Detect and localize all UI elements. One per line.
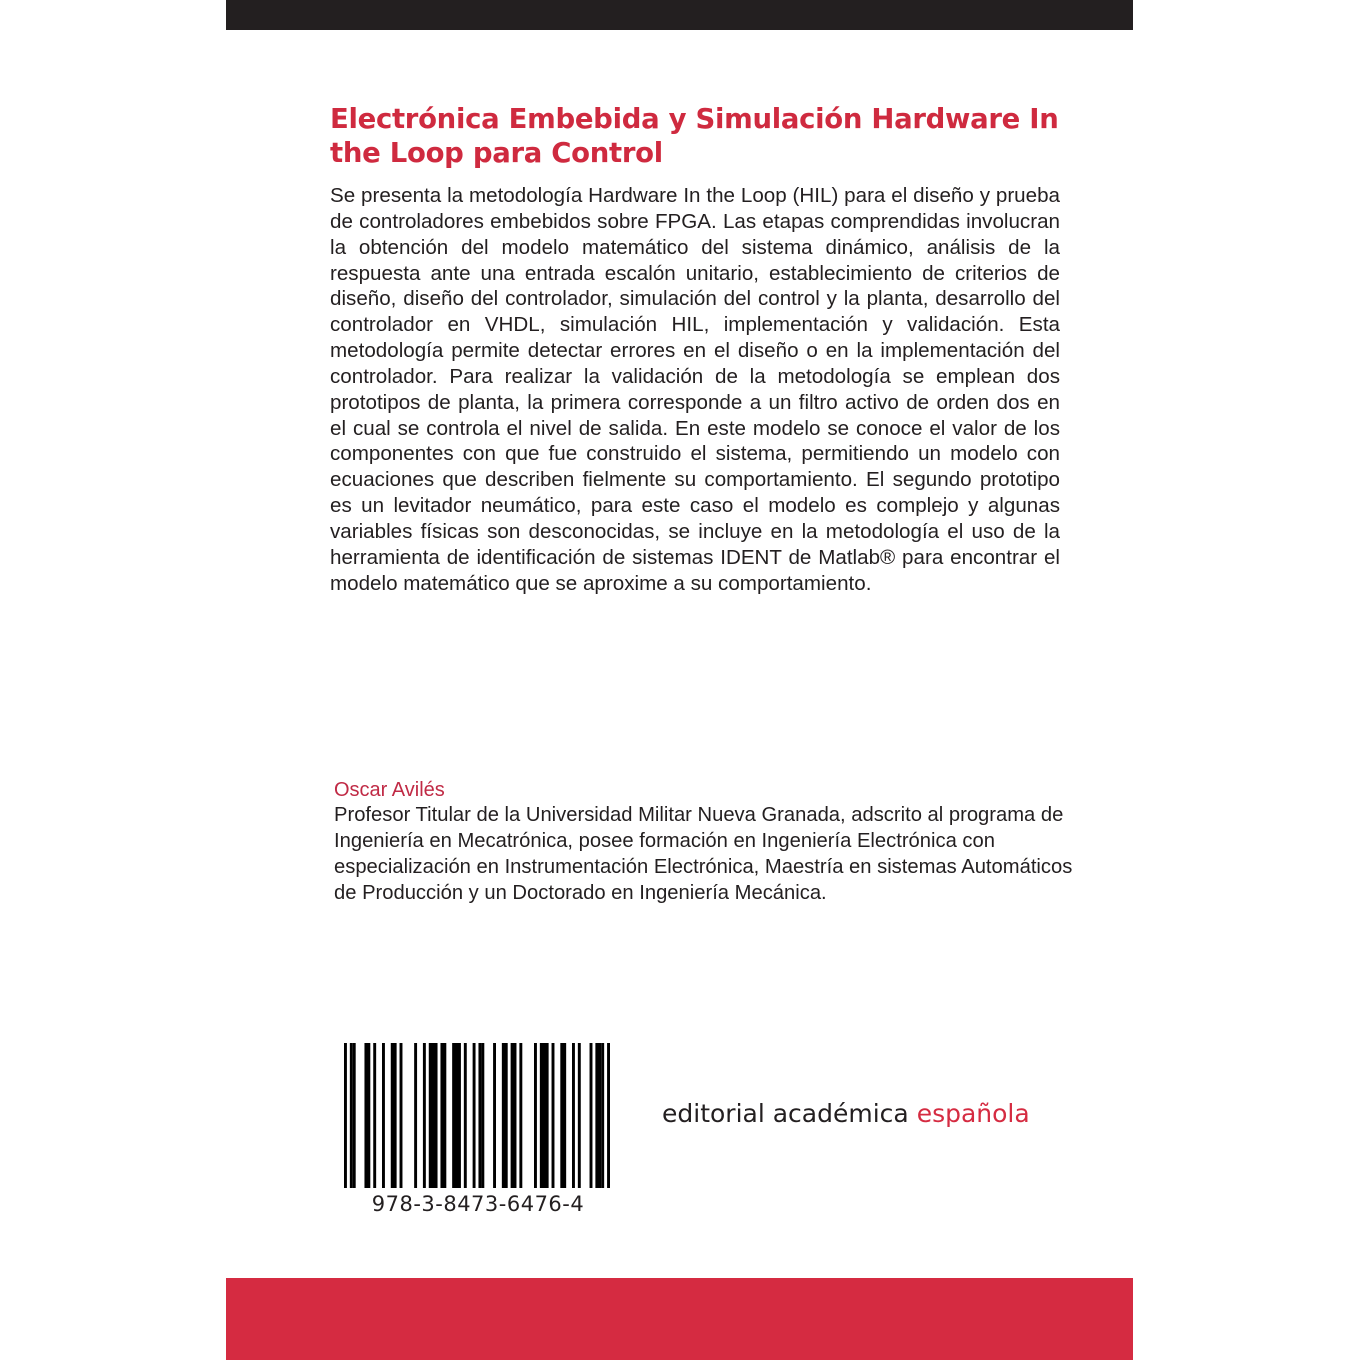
barcode-bar [511, 1043, 517, 1188]
barcode-bar [481, 1043, 484, 1188]
barcode-bar [382, 1043, 385, 1188]
author-bio: Profesor Titular de la Universidad Militar Nueva Granada, adscrito al programa de Ingeniería en Mecatrónica, posee formación en Ingeniería Electrónica con especialización en Instrumentación Electrónica, Maestría en sistemas Automáticos de Producción y un Doctorado en Ingeniería Mecánica. [334, 804, 1073, 904]
top-color-band [226, 0, 1133, 30]
bottom-color-band [226, 1278, 1133, 1360]
barcode-bar [578, 1043, 581, 1188]
publisher-name: editorial académica [662, 1099, 909, 1128]
barcode-bar [540, 1043, 549, 1188]
book-back-cover [226, 0, 1133, 1360]
barcode-bar [534, 1043, 537, 1188]
barcode-bar [464, 1043, 467, 1188]
publisher-name-accent: española [916, 1099, 1030, 1128]
book-title: Electrónica Embebida y Simulación Hardware In the Loop para Control [330, 103, 1059, 169]
barcode-bar [595, 1043, 601, 1188]
barcode-bar [519, 1043, 522, 1188]
isbn-barcode [344, 1043, 610, 1188]
barcode-bar [364, 1043, 370, 1188]
book-abstract: Se presenta la metodología Hardware In the Loop (HIL) para el diseño y prueba de controladores embebidos sobre FPGA. Las etapas comprendidas involucran la obtención del modelo matemático del sistema dinámico, análisis de la respuesta ante una entrada escalón unitario, establecimiento de criterios de diseño, diseño del controlador, simulación del control y la planta, desarrollo del controlador en VHDL, simulación HIL, implementación y validación. Esta metodología permite detectar errores en el diseño o en la implementación del controlador. Para realizar la validación de la metodología se emplean dos prototipos de planta, la primera corresponde a un filtro activo de orden dos en el cual se controla el nivel de salida. En este modelo se conoce el valor de los componentes con que fue construido el sistema, permitiendo un modelo con ecuaciones que describen fielmente su comportamiento. El segundo prototipo es un levitador neumático, para este caso el modelo es complejo y algunas variables físicas son desconocidas, se incluye en la metodología el uso de la herramienta de identificación de sistemas IDENT de Matlab® para encontrar el modelo matemático que se aproxime a su comportamiento. [330, 184, 1060, 595]
barcode-bar [423, 1043, 426, 1188]
isbn-number: 978-3-8473-6476-4 [371, 1192, 585, 1216]
barcode-bar [560, 1043, 566, 1188]
barcode-bar [400, 1043, 403, 1188]
barcode-bar [601, 1043, 604, 1188]
barcode-bar [373, 1043, 376, 1188]
barcode-bar [452, 1043, 461, 1188]
barcode-bar [414, 1043, 417, 1188]
barcode-bar [607, 1043, 610, 1188]
barcode-bar [552, 1043, 555, 1188]
barcode-bar [440, 1043, 446, 1188]
barcode-bar [590, 1043, 593, 1188]
barcode-bar [493, 1043, 496, 1188]
barcode-bar [502, 1043, 508, 1188]
author-name: Oscar Avilés [334, 779, 445, 801]
barcode-bar [353, 1043, 356, 1188]
barcode-bar [429, 1043, 438, 1188]
barcode-bar [478, 1043, 481, 1188]
barcode-bar [572, 1043, 575, 1188]
publisher-logo [662, 1094, 1082, 1134]
barcode-bar [391, 1043, 397, 1188]
barcode-bar [350, 1043, 353, 1188]
barcode-bar [473, 1043, 476, 1188]
barcode-bar [344, 1043, 347, 1188]
